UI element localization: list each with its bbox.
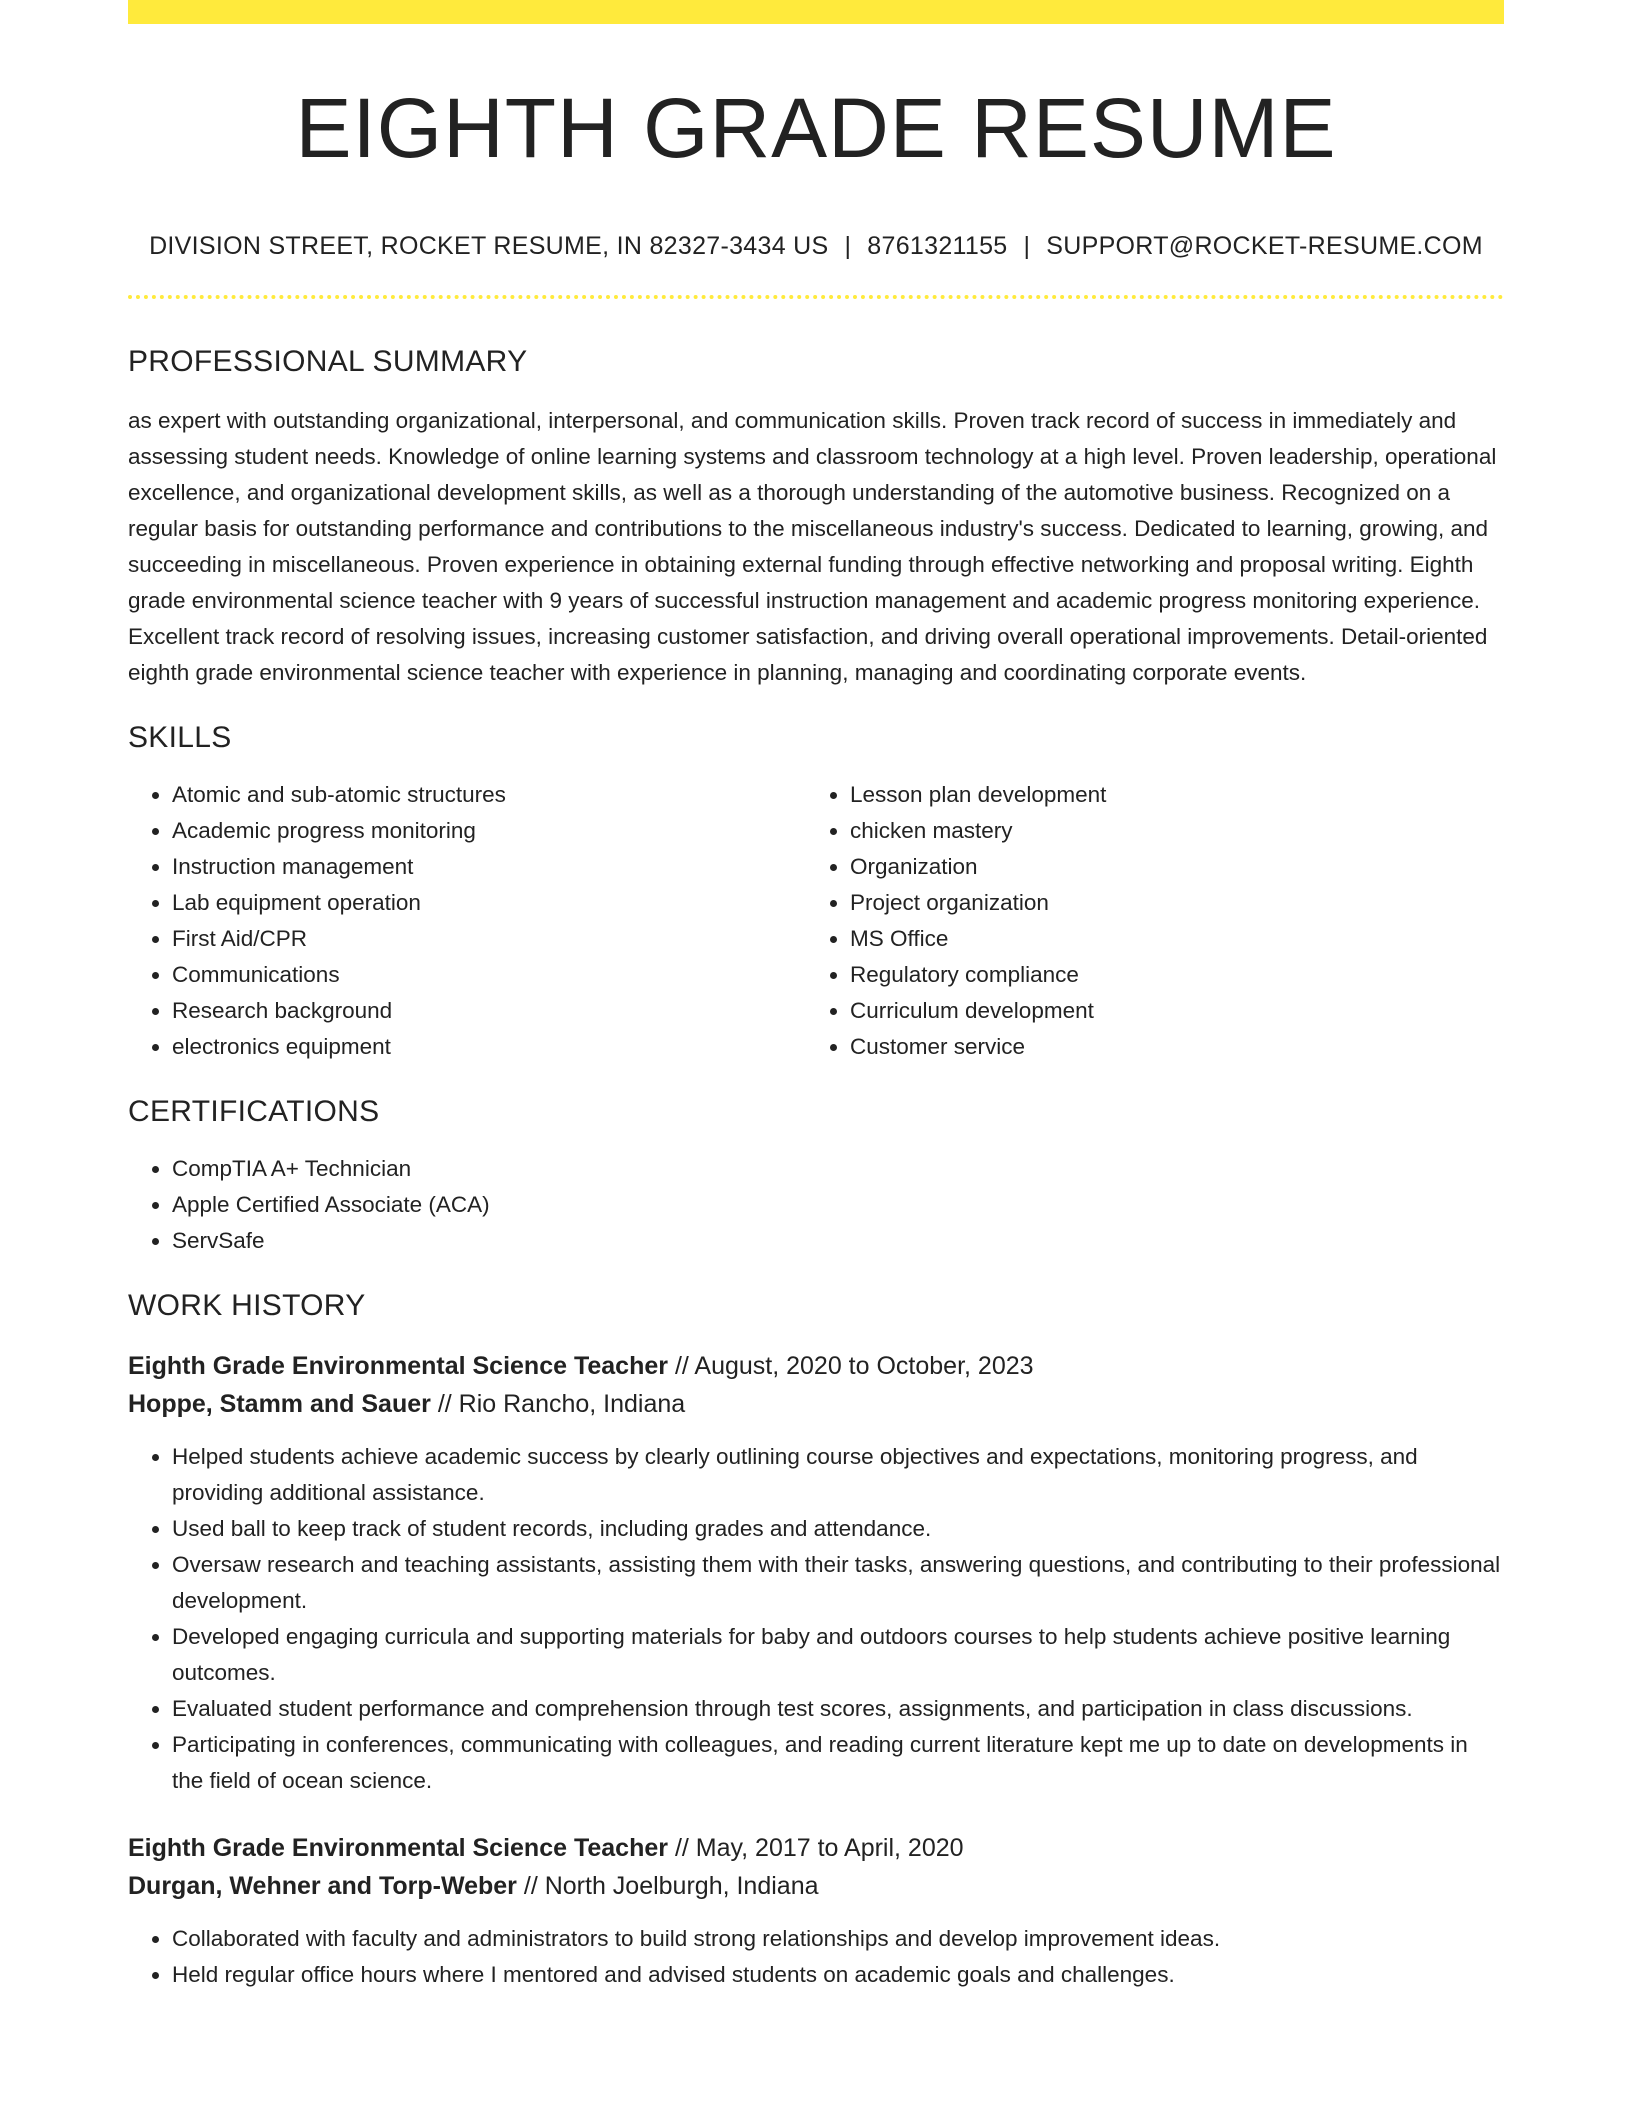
skill-item: • Customer service xyxy=(850,1029,1484,1065)
job-duty: • Oversaw research and teaching assistants, assisting them with their tasks, answering questions, and contributing to their professional development. xyxy=(172,1547,1504,1619)
contact-separator: | xyxy=(1023,232,1031,261)
skill-item: • First Aid/CPR xyxy=(172,921,806,957)
job-company: Hoppe, Stamm and Sauer xyxy=(128,1390,431,1419)
job-duty: • Participating in conferences, communicating with colleagues, and reading current literature kept me up to date on developments in the field of ocean science. xyxy=(172,1727,1504,1799)
certification-item: • CompTIA A+ Technician xyxy=(172,1151,1504,1187)
job-entry xyxy=(128,1347,1504,1799)
skill-item: • Organization xyxy=(850,849,1484,885)
skill-item: • MS Office xyxy=(850,921,1484,957)
skill-item: • Atomic and sub-atomic structures xyxy=(172,777,806,813)
email-link[interactable]: SUPPORT@ROCKET-RESUME.COM xyxy=(1046,232,1483,261)
job-role: Eighth Grade Environmental Science Teacher xyxy=(128,1352,668,1381)
skill-item: • chicken mastery xyxy=(850,813,1484,849)
job-company-line xyxy=(128,1867,1504,1905)
job-company-line xyxy=(128,1385,1504,1423)
job-location: // North Joelburgh, Indiana xyxy=(523,1872,819,1901)
job-company: Durgan, Wehner and Torp-Weber xyxy=(128,1872,517,1901)
job-dates: // August, 2020 to October, 2023 xyxy=(674,1352,1034,1381)
job-duty: • Collaborated with faculty and administrators to build strong relationships and develop improvement ideas. xyxy=(172,1921,1504,1957)
contact-separator: | xyxy=(844,232,852,261)
job-duties xyxy=(128,1439,1504,1799)
job-role: Eighth Grade Environmental Science Teacher xyxy=(128,1834,668,1863)
address: DIVISION STREET, ROCKET RESUME, IN 82327-3434 US xyxy=(149,232,829,261)
job-location: // Rio Rancho, Indiana xyxy=(437,1390,686,1419)
summary-heading: PROFESSIONAL SUMMARY xyxy=(128,345,528,379)
skills-list-right xyxy=(806,777,1484,1065)
phone: 8761321155 xyxy=(867,232,1008,261)
work-history-heading: WORK HISTORY xyxy=(128,1289,366,1323)
resume-title: EIGHTH GRADE RESUME xyxy=(295,81,1337,175)
skills-heading: SKILLS xyxy=(128,721,232,755)
job-duty: • Developed engaging curricula and supporting materials for baby and outdoors courses to help students achieve positive learning outcomes. xyxy=(172,1619,1504,1691)
certifications-list xyxy=(128,1151,1504,1259)
certifications-heading: CERTIFICATIONS xyxy=(128,1095,380,1129)
contact-line xyxy=(128,232,1504,261)
skill-item: • Lesson plan development xyxy=(850,777,1484,813)
job-duty: • Used ball to keep track of student records, including grades and attendance. xyxy=(172,1511,1504,1547)
job-entry xyxy=(128,1829,1504,1993)
job-title-line xyxy=(128,1347,1504,1385)
job-dates: // May, 2017 to April, 2020 xyxy=(674,1834,964,1863)
summary-text: as expert with outstanding organizational, interpersonal, and communication skills. Proven track record of success in immediately and assessing student needs. Knowledge of online learning systems and classroom technology at a high level. Proven leadership, operational excellence, and organizational development skills, as well as a thorough understanding of the automotive business. Recognized on a regular basis for outstanding performance and contributions to the miscellaneous industry's success. Dedicated to learning, growing, and succeeding in miscellaneous. Proven experience in obtaining external funding through effective networking and proposal writing. Eighth grade environmental science teacher with 9 years of successful instruction management and academic progress monitoring experience. Excellent track record of resolving issues, increasing customer satisfaction, and driving overall operational improvements. Detail-oriented eighth grade environmental science teacher with experience in planning, managing and coordinating corporate events. xyxy=(128,408,1497,686)
skill-item: • Curriculum development xyxy=(850,993,1484,1029)
resume-page xyxy=(128,0,1504,1993)
dotted-divider xyxy=(128,295,1504,299)
job-duties xyxy=(128,1921,1504,1993)
skill-item: • Communications xyxy=(172,957,806,993)
job-duty: • Helped students achieve academic success by clearly outlining course objectives and expectations, monitoring progress, and providing additional assistance. xyxy=(172,1439,1504,1511)
skill-item: • Regulatory compliance xyxy=(850,957,1484,993)
job-duty: • Evaluated student performance and comprehension through test scores, assignments, and participation in class discussions. xyxy=(172,1691,1504,1727)
job-title-line xyxy=(128,1829,1504,1867)
skill-item: • Project organization xyxy=(850,885,1484,921)
skill-item: • electronics equipment xyxy=(172,1029,806,1065)
certification-item: • Apple Certified Associate (ACA) xyxy=(172,1187,1504,1223)
certification-item: • ServSafe xyxy=(172,1223,1504,1259)
job-duty: • Held regular office hours where I mentored and advised students on academic goals and challenges. xyxy=(172,1957,1504,1993)
skill-item: • Academic progress monitoring xyxy=(172,813,806,849)
skills-columns xyxy=(128,777,1504,1065)
skill-item: • Instruction management xyxy=(172,849,806,885)
top-accent-bar xyxy=(128,0,1504,24)
skill-item: • Lab equipment operation xyxy=(172,885,806,921)
skill-item: • Research background xyxy=(172,993,806,1029)
skills-list-left xyxy=(128,777,806,1065)
